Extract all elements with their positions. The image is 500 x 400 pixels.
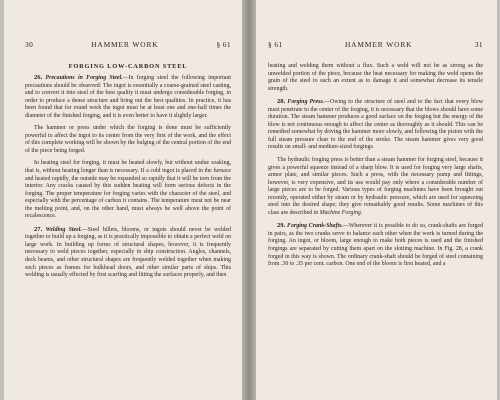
paragraph-29-heading: Forging Crank-Shafts.: [287, 223, 343, 230]
paragraph-28-number: 28.: [277, 98, 286, 106]
book-gutter: [242, 0, 256, 400]
paragraph-28-text: —Owing to the structure of steel and to the fact that every blow must penetrate to the center of the forging, it is necessary that the blows should have some duration. The steam hammer produces a good surface on the forging but the energy of the blow is not continuous enough to affect the center as thoroughly as it should. This can be remedied somewhat by driving the hammer more slowly, and following the piston with the full steam pressure clear to the end of the stroke. The steam hammer gives very good results on small- and medium-sized forgings.: [268, 99, 483, 151]
right-page: [256, 0, 497, 400]
machine-forging-reference: Machine Forging.: [319, 209, 363, 216]
paragraph-heating-steel: In heating steel for forging, it must be heated slowly, but without undue soaking, that is, without heating longer than is necessary. If a cold ingot is placed in the furnace and heated rapidly, the outside may be expanded so rapidly that it will be torn from the interior. Any cracks caused by this sudden heating will form serious defects in the forging. The proper temperature for forging varies with the character of the steel, and especially with the percentage of carbon it contains. The temperature must not be near the melting point, and, on the other hand, must always be well above the point of recalescence.: [25, 160, 231, 220]
left-running-head: [25, 40, 231, 49]
left-section-mark: § 61: [216, 40, 231, 49]
right-section-mark: § 61: [268, 40, 283, 49]
paragraph-welding-continued: heating and welding them without a flux. Such a weld will not be as strong as the unwelded portion of the piece, because the heat necessary for making the weld opens the grain of the steel to such an extent as to damage it and somewhat decrease its tensile strength.: [268, 63, 483, 92]
left-page-number: 30: [25, 40, 34, 49]
left-page: [4, 0, 242, 400]
paragraph-29-text: —Wherever it is possible to do so, crank-shafts are forged in pairs, as the two cranks serve to balance each other when the work is turned during the forging. An ingot, or bloom, large enough to make both pieces is used and the finished forgings are separated by cutting them apart on the slotting machine. In Fig. 28, a crank forged in this way is shown. The ordinary crank-shaft should be forged of steel containing from .30 to .35 per cent. carbon. One end of the bloom is first heated, and a: [268, 223, 483, 268]
paragraph-27: [25, 226, 231, 280]
section-title: FORGING LOW-CARBON STEEL: [68, 63, 188, 70]
paragraph-hydraulic-press-text: The hydraulic forging press is better than a steam hammer for forging steel, because it gives a powerful squeeze instead of a sharp blow. It is used for forging very large shafts, armor plate, and similar pieces. Such a press, with the necessary pump and fittings, however, is very expensive, and its use would pay only where a considerable number of large pieces are to be forged. Various types of forging machines have been brought out recently, operated either by steam or by hydraulic pressure, which are used for squeezing steel into the desired shape; they give remarkably good results. Some machines of this class are described in: [268, 157, 483, 216]
paragraph-29: [268, 222, 483, 268]
right-running-title: HAMMER WORK: [344, 40, 413, 49]
paragraph-27-heading: Welding Steel.: [45, 226, 82, 233]
paragraph-27-number: 27.: [34, 225, 43, 233]
paragraph-28-heading: Forging Press.: [287, 99, 325, 106]
right-running-head: [268, 40, 483, 49]
left-running-title: HAMMER WORK: [91, 40, 159, 49]
paragraph-26-heading: Precautions in Forging Steel.: [45, 75, 123, 81]
paragraph-28: [268, 98, 483, 152]
paragraph-hydraulic-press: [268, 157, 483, 217]
paragraph-29-number: 29.: [277, 222, 286, 230]
paragraph-26-text: —In forging steel the following important precautions should be observed: The ingot is essentially a coarse-grained steel casting, and to convert it into steel of the best quality it must undergo considerable forging, in order to produce a dense structure and bring out the best qualities. In practice, it has been found that for round work the ingot must be at least one and one-half times the diameter of the finished forging, and it is even better to have it slightly larger.: [25, 75, 231, 119]
paragraph-hammer-press: The hammer or press under which the forging is done must be sufficiently powerful to affect the ingot to its center from the very first of the work, and the effect of this complete working will be shown by the bulging of the central portion of the end of the piece being forged.: [25, 125, 231, 154]
paragraph-26: [25, 74, 231, 120]
right-page-number: 31: [474, 40, 483, 49]
paragraph-26-number: 26.: [34, 74, 43, 81]
paragraph-27-text: —Steel billets, blooms, or ingots should never be welded together to build up a forging, as it is practically impossible to obtain a perfect weld on large work. In building up forms of structural shapes, however, it is frequently necessary to weld pieces together, especially in ship construction. Angles, channels, deck beams, and other structural shapes are frequently welded together when making such pieces as frames for bulkhead doors, and other similar parts of ships. This welding is usually effected by first scarfing and fitting the surfaces properly, and then: [25, 226, 232, 279]
